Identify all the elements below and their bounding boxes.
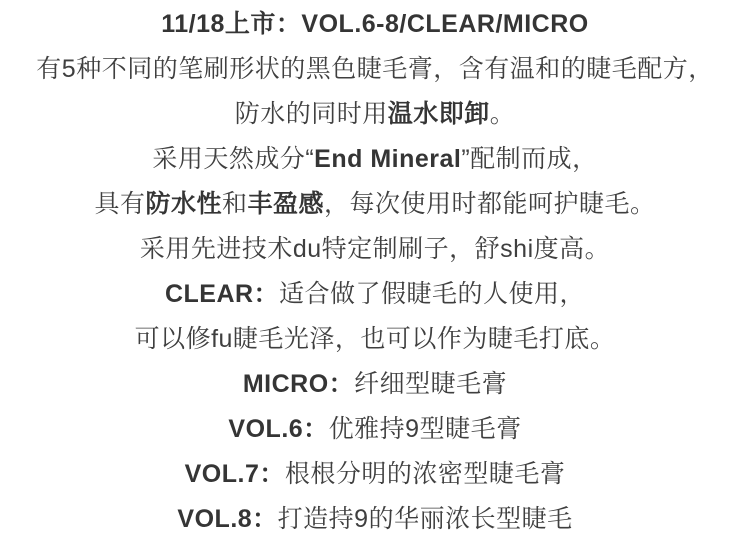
text-line [0, 182, 750, 227]
text-segment-bold: End Mineral [314, 145, 462, 173]
text-segment: 有5种不同的笔刷形状的黑色睫毛膏，含有温和的睫毛配方， [36, 55, 714, 83]
text-segment-bold: VOL.7： [184, 460, 285, 488]
text-segment: 具有 [94, 190, 146, 218]
text-line [0, 362, 750, 407]
text-segment: 可以修fu睫毛光泽，也可以作为睫毛打底。 [134, 325, 616, 353]
text-line [0, 452, 750, 497]
text-line [0, 47, 750, 92]
text-segment: 采用天然成分“ [152, 145, 315, 173]
text-line [0, 92, 750, 137]
text-segment: 防水的同时用 [234, 100, 388, 128]
text-segment-bold: 温水即卸 [387, 100, 490, 128]
text-segment: 纤细型睫毛膏 [354, 370, 508, 398]
title-line [0, 2, 750, 47]
text-segment: 。 [489, 100, 516, 128]
text-segment-bold: 丰盈感 [247, 190, 325, 218]
text-segment: 优雅持9型睫毛膏 [328, 415, 522, 443]
text-line [0, 272, 750, 317]
text-line [0, 227, 750, 272]
text-line [0, 407, 750, 452]
text-segment-bold: VOL.6： [228, 415, 329, 443]
text-segment: 采用先进技术du特定制刷子，舒shi度高。 [139, 235, 611, 263]
text-line [0, 497, 750, 542]
text-segment-bold: VOL.8： [177, 505, 278, 533]
text-segment: 根根分明的浓密型睫毛膏 [284, 460, 566, 488]
text-line [0, 137, 750, 182]
text-segment-bold: 防水性 [145, 190, 222, 218]
text-segment-bold: 11/18上市：VOL.6-8/CLEAR/MICRO [161, 10, 589, 38]
text-segment: 和 [221, 190, 248, 218]
text-segment-bold: CLEAR： [164, 280, 280, 308]
text-segment: ，每次使用时都能呵护睫毛。 [324, 190, 656, 218]
text-segment: ”配制而成， [461, 145, 598, 173]
text-segment: 适合做了假睫毛的人使用， [279, 280, 586, 308]
text-segment-bold: MICRO： [242, 370, 355, 398]
text-line [0, 317, 750, 362]
text-segment: 打造持9的华丽浓长型睫毛 [277, 505, 573, 533]
product-description [0, 2, 750, 542]
